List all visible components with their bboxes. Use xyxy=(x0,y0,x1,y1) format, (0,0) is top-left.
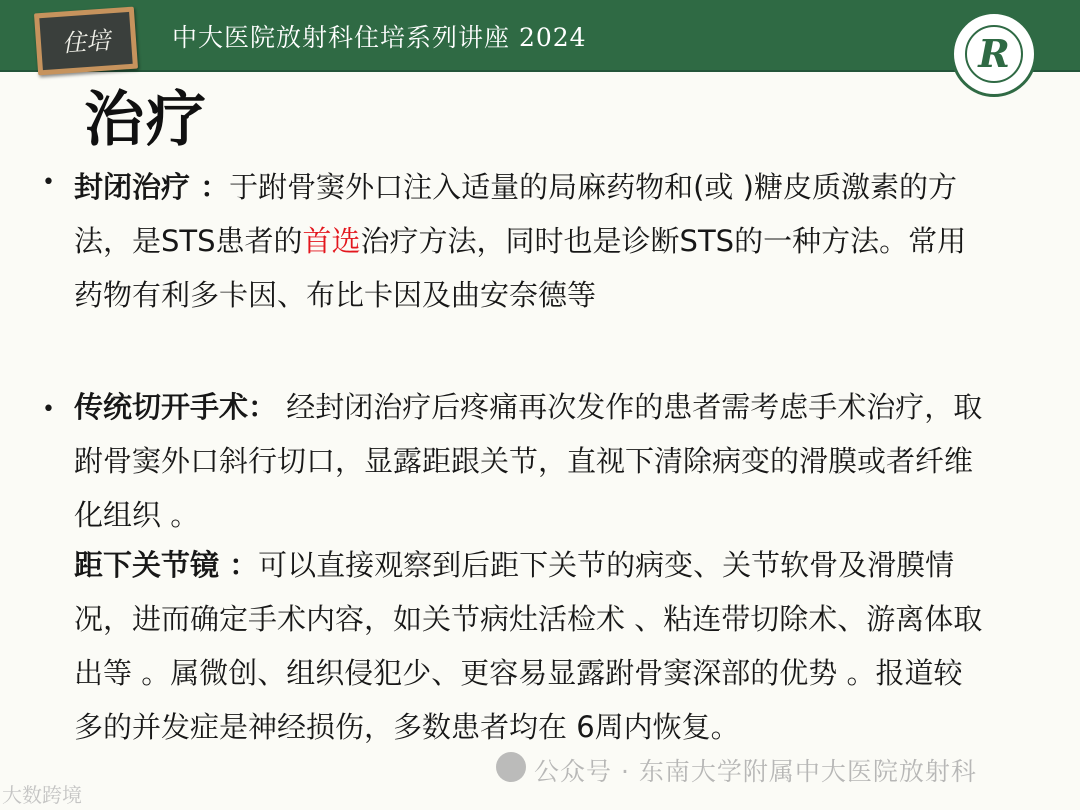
watermark-text: 公众号 · 东南大学附属中大医院放射科 xyxy=(534,757,977,786)
logo-r-mark-icon: R xyxy=(978,31,1010,76)
section-text: 治疗方法，同时也是诊断STS的一种方法。常用药物有利多卡因、布比卡因及曲安奈德等 xyxy=(74,224,967,312)
bullet-dot: • xyxy=(42,397,55,422)
header-title: 中大医院放射科住培系列讲座 2024 xyxy=(172,23,587,52)
logo-ring xyxy=(965,25,1023,83)
section-closed-treatment xyxy=(74,160,990,322)
section-text: 于跗骨窦外口注入适量的局麻药物和(或 )糖皮质激素的方法，是STS患者的 xyxy=(74,170,957,258)
header-bar xyxy=(0,0,1080,72)
bullet-dot: • xyxy=(42,170,55,195)
badge-text: 住培 xyxy=(61,26,111,58)
section-text: 经封闭治疗后疼痛再次发作的患者需考虑手术治疗，取跗骨窦外口斜行切口，显露距跟关节，直视下清除病变的滑膜或者纤维化组织 。 xyxy=(74,390,983,532)
section-arthroscopy xyxy=(74,538,990,754)
section-open-surgery xyxy=(74,380,990,542)
watermark-text-2: 大数跨境 xyxy=(2,783,82,807)
wechat-icon xyxy=(496,752,526,782)
section-heading: 距下关节镜 ： xyxy=(74,548,259,582)
chalkboard-badge xyxy=(34,7,138,76)
hospital-logo-icon xyxy=(951,11,1037,97)
section-text: 可以直接观察到后距下关节的病变、关节软骨及滑膜情况，进而确定手术内容，如关节病灶活检术 、粘连带切除术、游离体取出等 。属微创、组织侵犯少、更容易显露跗骨窦深部的优势 。报道较多的并发症是神经损伤，多数患者均在 6周内恢复。 xyxy=(74,548,983,744)
section-heading: 传统切开手术： xyxy=(74,390,278,424)
highlight-text: 首选 xyxy=(302,224,361,258)
section-heading: 封闭治疗 ： xyxy=(74,170,230,204)
page-title: 治疗 xyxy=(84,85,208,155)
